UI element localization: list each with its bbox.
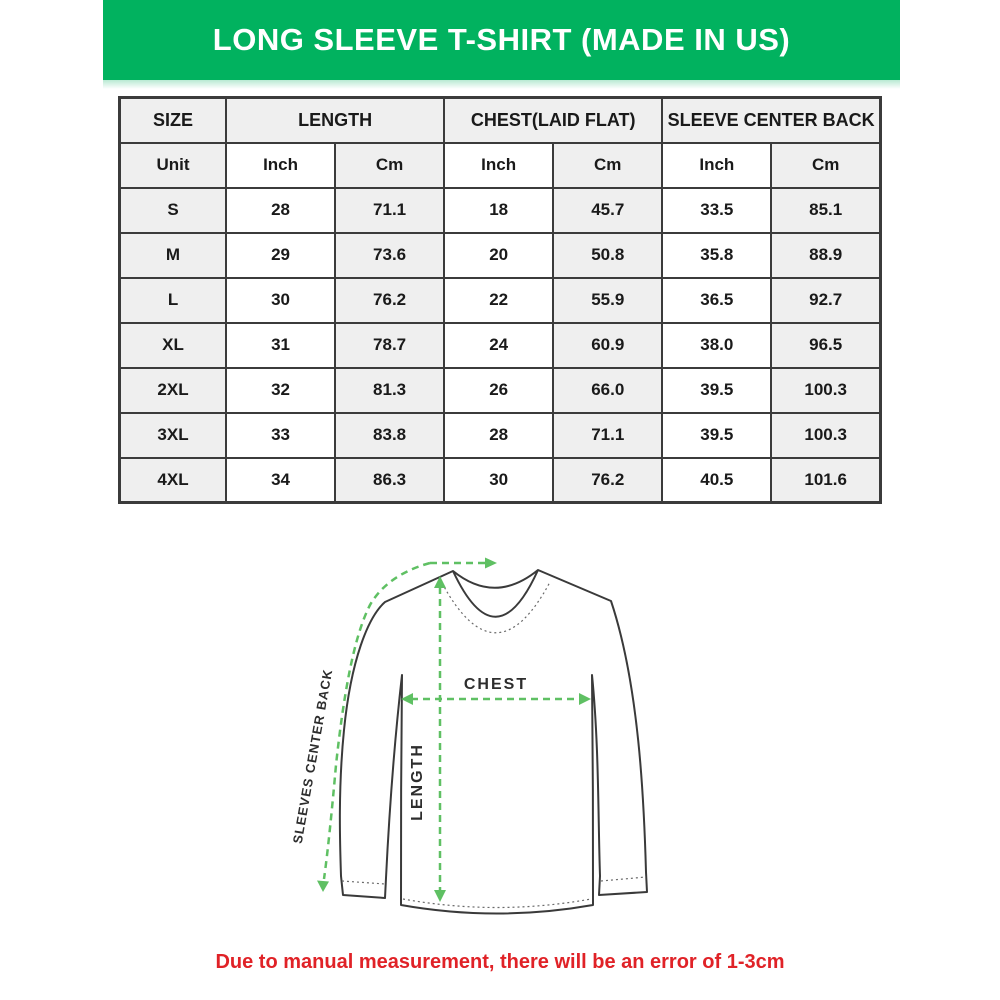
value-cell: 50.8 xyxy=(553,233,662,278)
page-title: LONG SLEEVE T-SHIRT (MADE IN US) xyxy=(212,22,791,57)
unit-cell: Cm xyxy=(335,143,444,188)
measurement-note: Due to manual measurement, there will be an error of 1-3cm xyxy=(215,951,785,973)
unit-cell: Inch xyxy=(444,143,553,188)
unit-row xyxy=(120,143,881,188)
value-cell: 38.0 xyxy=(662,323,771,368)
tshirt-outline xyxy=(340,570,647,914)
value-cell: 96.5 xyxy=(771,323,880,368)
table-row xyxy=(120,233,881,278)
value-cell: 30 xyxy=(444,458,553,503)
unit-label-cell: Unit xyxy=(120,143,227,188)
value-cell: 30 xyxy=(226,278,335,323)
value-cell: 22 xyxy=(444,278,553,323)
chest-label: CHEST xyxy=(463,676,529,693)
unit-cell: Inch xyxy=(662,143,771,188)
value-cell: 20 xyxy=(444,233,553,278)
value-cell: 45.7 xyxy=(553,188,662,233)
banner-shadow xyxy=(103,80,900,89)
sleeves-center-back-label: SLEEVES CENTER BACK xyxy=(290,667,336,845)
size-cell: S xyxy=(120,188,227,233)
size-chart-table xyxy=(118,96,882,504)
value-cell: 88.9 xyxy=(771,233,880,278)
value-cell: 36.5 xyxy=(662,278,771,323)
value-cell: 101.6 xyxy=(771,458,880,503)
table-row xyxy=(120,368,881,413)
column-header-length: LENGTH xyxy=(226,98,444,143)
table-row xyxy=(120,188,881,233)
column-header-sleeve: SLEEVE CENTER BACK xyxy=(662,98,880,143)
value-cell: 39.5 xyxy=(662,413,771,458)
table-row xyxy=(120,458,881,503)
value-cell: 76.2 xyxy=(553,458,662,503)
value-cell: 76.2 xyxy=(335,278,444,323)
value-cell: 32 xyxy=(226,368,335,413)
size-chart-container xyxy=(118,96,882,504)
size-cell: 3XL xyxy=(120,413,227,458)
value-cell: 18 xyxy=(444,188,553,233)
value-cell: 35.8 xyxy=(662,233,771,278)
value-cell: 28 xyxy=(226,188,335,233)
column-header-chest: CHEST(LAID FLAT) xyxy=(444,98,662,143)
value-cell: 24 xyxy=(444,323,553,368)
value-cell: 26 xyxy=(444,368,553,413)
length-label: LENGTH xyxy=(409,743,426,821)
column-header-size: SIZE xyxy=(120,98,227,143)
value-cell: 29 xyxy=(226,233,335,278)
value-cell: 83.8 xyxy=(335,413,444,458)
value-cell: 40.5 xyxy=(662,458,771,503)
value-cell: 81.3 xyxy=(335,368,444,413)
value-cell: 92.7 xyxy=(771,278,880,323)
unit-cell: Cm xyxy=(553,143,662,188)
title-banner xyxy=(103,0,900,80)
value-cell: 100.3 xyxy=(771,368,880,413)
value-cell: 66.0 xyxy=(553,368,662,413)
value-cell: 60.9 xyxy=(553,323,662,368)
value-cell: 86.3 xyxy=(335,458,444,503)
value-cell: 33.5 xyxy=(662,188,771,233)
value-cell: 78.7 xyxy=(335,323,444,368)
value-cell: 33 xyxy=(226,413,335,458)
tshirt-diagram xyxy=(290,545,720,945)
value-cell: 100.3 xyxy=(771,413,880,458)
size-cell: XL xyxy=(120,323,227,368)
size-cell: 2XL xyxy=(120,368,227,413)
value-cell: 39.5 xyxy=(662,368,771,413)
unit-cell: Cm xyxy=(771,143,880,188)
value-cell: 34 xyxy=(226,458,335,503)
value-cell: 31 xyxy=(226,323,335,368)
value-cell: 73.6 xyxy=(335,233,444,278)
size-cell: 4XL xyxy=(120,458,227,503)
table-row xyxy=(120,323,881,368)
value-cell: 71.1 xyxy=(553,413,662,458)
value-cell: 28 xyxy=(444,413,553,458)
unit-cell: Inch xyxy=(226,143,335,188)
value-cell: 85.1 xyxy=(771,188,880,233)
value-cell: 71.1 xyxy=(335,188,444,233)
size-cell: M xyxy=(120,233,227,278)
size-cell: L xyxy=(120,278,227,323)
table-row xyxy=(120,278,881,323)
value-cell: 55.9 xyxy=(553,278,662,323)
table-row xyxy=(120,413,881,458)
header-row xyxy=(120,98,881,143)
